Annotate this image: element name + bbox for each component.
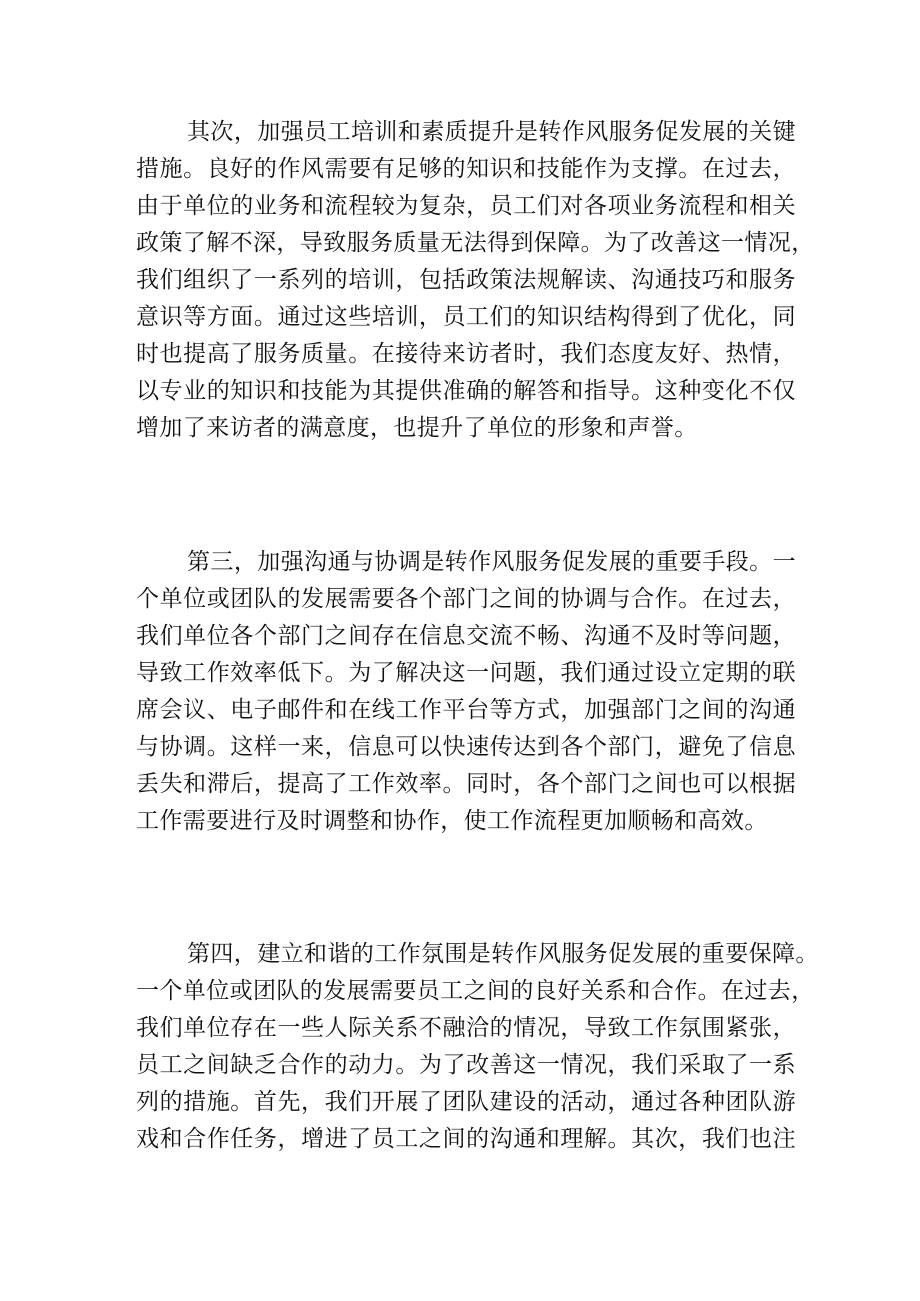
text-line: 增加了来访者的满意度，也提升了单位的形象和声誉。 — [136, 415, 698, 441]
text-line: 意识等方面。通过这些培训，员工们的知识结构得到了优化，同 — [136, 304, 796, 330]
text-line: 我们单位各个部门之间存在信息交流不畅、沟通不及时等问题， — [136, 623, 796, 649]
text-line: 第四，建立和谐的工作氛围是转作风服务促发展的重要保障。 — [187, 941, 819, 967]
text-line: 政策了解不深，导致服务质量无法得到保障。为了改善这一情况， — [136, 230, 815, 256]
text-line: 与协调。这样一来，信息可以快速传达到各个部门，避免了信息 — [136, 734, 796, 760]
text-line: 以专业的知识和技能为其提供准确的解答和指导。这种变化不仅 — [136, 378, 796, 404]
text-line: 措施。良好的作风需要有足够的知识和技能作为支撑。在过去， — [136, 156, 796, 182]
paragraph-staff-training — [136, 114, 815, 447]
text-line: 席会议、电子邮件和在线工作平台等方式，加强部门之间的沟通 — [136, 697, 796, 723]
text-line: 导致工作效率低下。为了解决这一问题，我们通过设立定期的联 — [136, 660, 796, 686]
text-line: 戏和合作任务，增进了员工之间的沟通和理解。其次，我们也注 — [136, 1126, 796, 1152]
paragraph-work-atmosphere — [136, 936, 819, 1158]
text-line: 员工之间缺乏合作的动力。为了改善这一情况，我们采取了一系 — [136, 1052, 796, 1078]
text-line: 工作需要进行及时调整和协作，使工作流程更加顺畅和高效。 — [136, 808, 768, 834]
text-line: 列的措施。首先，我们开展了团队建设的活动，通过各种团队游 — [136, 1089, 796, 1115]
text-line: 时也提高了服务质量。在接待来访者时，我们态度友好、热情， — [136, 341, 796, 367]
text-line: 一个单位或团队的发展需要员工之间的良好关系和合作。在过去， — [136, 978, 815, 1004]
text-line: 我们单位存在一些人际关系不融洽的情况，导致工作氛围紧张， — [136, 1015, 796, 1041]
text-line: 其次，加强员工培训和素质提升是转作风服务促发展的关键 — [187, 119, 796, 145]
text-line: 个单位或团队的发展需要各个部门之间的协调与合作。在过去， — [136, 586, 796, 612]
text-line: 我们组织了一系列的培训，包括政策法规解读、沟通技巧和服务 — [136, 267, 796, 293]
paragraph-communication-coordination — [136, 544, 796, 840]
text-line: 第三，加强沟通与协调是转作风服务促发展的重要手段。一 — [187, 549, 796, 575]
text-line: 由于单位的业务和流程较为复杂，员工们对各项业务流程和相关 — [136, 193, 796, 219]
text-line: 丢失和滞后，提高了工作效率。同时，各个部门之间也可以根据 — [136, 771, 796, 797]
